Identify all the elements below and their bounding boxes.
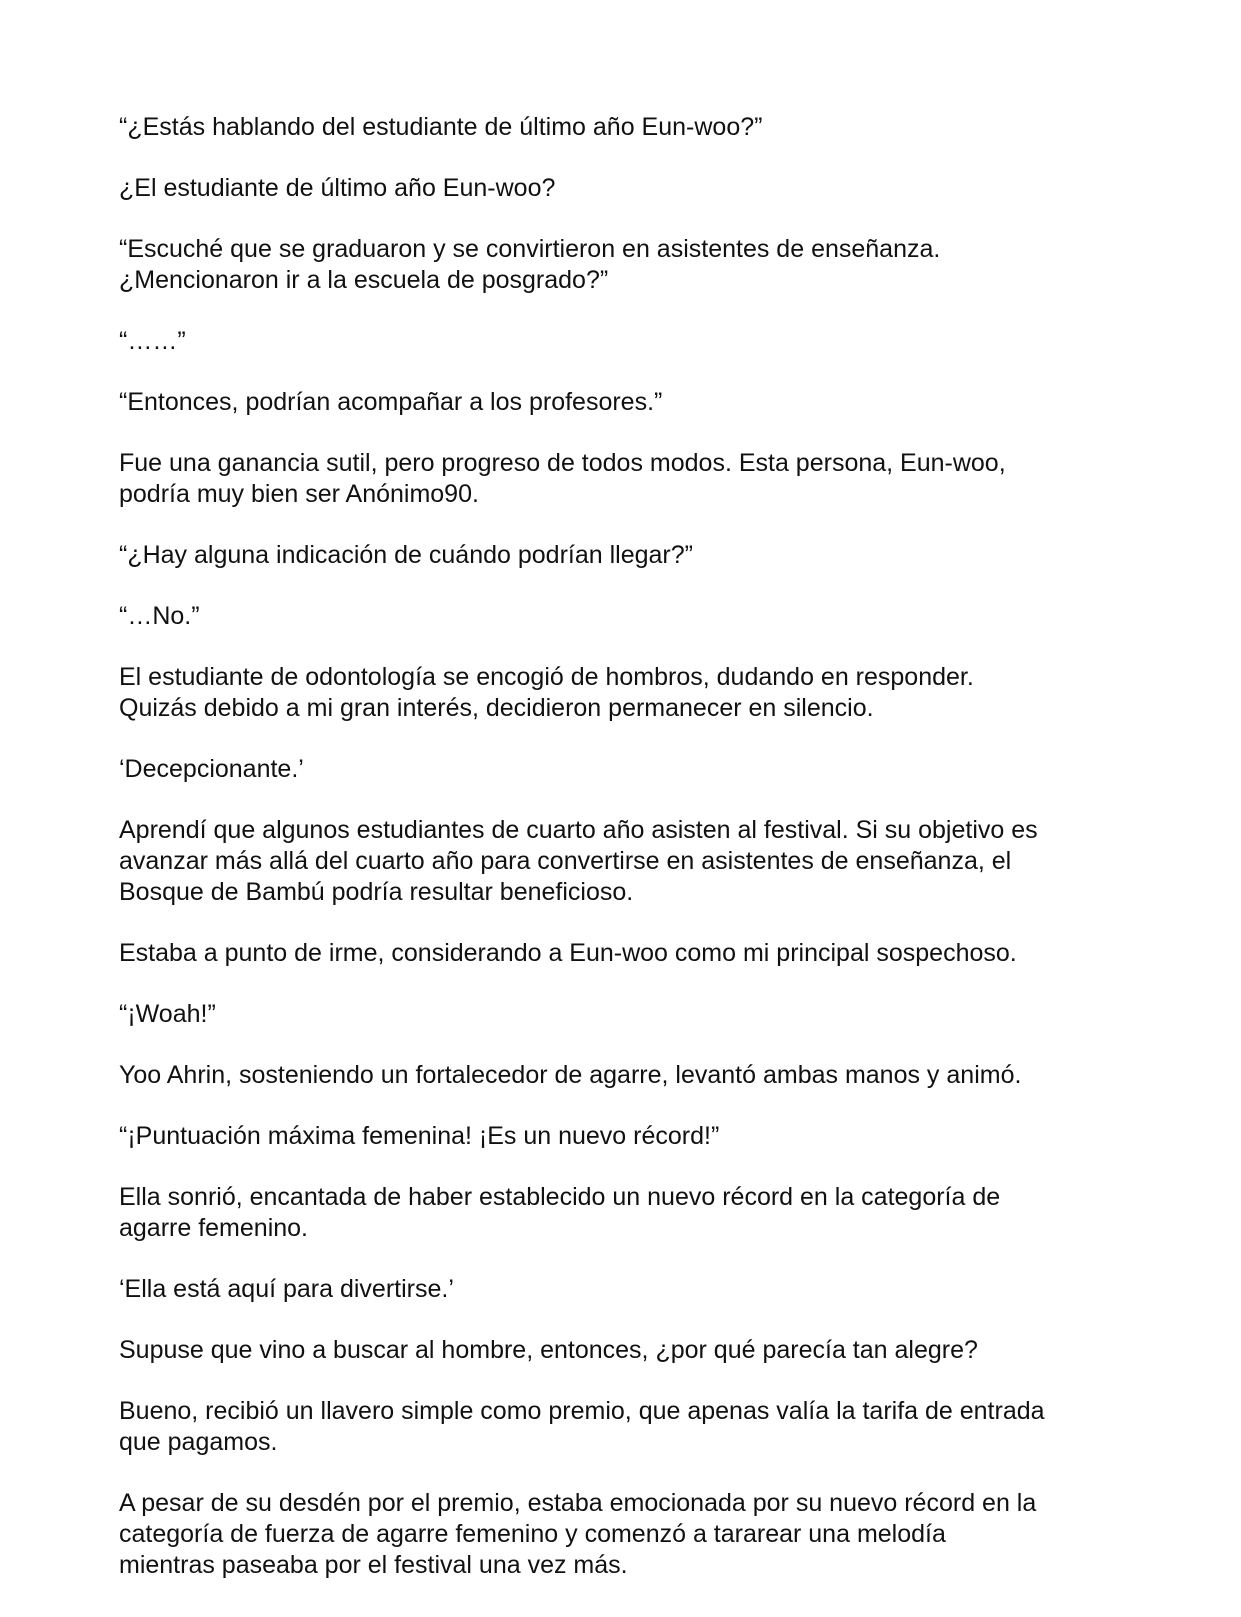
paragraph: ‘Ella está aquí para divertirse.’ bbox=[119, 1275, 454, 1303]
paragraph: Bueno, recibió un llavero simple como premio, que apenas valía la tarifa de entrada que pagamos. bbox=[119, 1397, 1045, 1456]
paragraph: ¿El estudiante de último año Eun-woo? bbox=[119, 174, 556, 202]
paragraph: A pesar de su desdén por el premio, estaba emocionada por su nuevo récord en la categoría de fuerza de agarre femenino y comenzó a tararear una melodía mientras paseaba por el festival una vez más. bbox=[119, 1489, 1037, 1579]
document-body bbox=[119, 112, 1129, 1611]
paragraph: El estudiante de odontología se encogió de hombros, dudando en responder. Quizás debido a mi gran interés, decidieron permanecer en silencio. bbox=[119, 663, 974, 722]
paragraph: “…No.” bbox=[119, 602, 200, 630]
paragraph: “¡Puntuación máxima femenina! ¡Es un nuevo récord!” bbox=[119, 1122, 720, 1150]
paragraph: Yoo Ahrin, sosteniendo un fortalecedor de agarre, levantó ambas manos y animó. bbox=[119, 1061, 1022, 1089]
paragraph: ‘Decepcionante.’ bbox=[119, 755, 304, 783]
paragraph: Aprendí que algunos estudiantes de cuarto año asisten al festival. Si su objetivo es avanzar más allá del cuarto año para convertirse en asistentes de enseñanza, el Bosque de Bambú podría resultar beneficioso. bbox=[119, 816, 1038, 906]
paragraph: Supuse que vino a buscar al hombre, entonces, ¿por qué parecía tan alegre? bbox=[119, 1336, 978, 1364]
paragraph: Estaba a punto de irme, considerando a Eun-woo como mi principal sospechoso. bbox=[119, 939, 1017, 967]
paragraph: “Escuché que se graduaron y se convirtieron en asistentes de enseñanza. ¿Mencionaron ir a la escuela de posgrado?” bbox=[119, 235, 941, 294]
paragraph: Ella sonrió, encantada de haber establecido un nuevo récord en la categoría de agarre femenino. bbox=[119, 1183, 1001, 1242]
paragraph: “Entonces, podrían acompañar a los profesores.” bbox=[119, 388, 663, 416]
paragraph: Fue una ganancia sutil, pero progreso de todos modos. Esta persona, Eun-woo, podría muy bien ser Anónimo90. bbox=[119, 449, 1006, 508]
paragraph: “¿Hay alguna indicación de cuándo podrían llegar?” bbox=[119, 541, 693, 569]
paragraph: “……” bbox=[119, 327, 186, 355]
paragraph: “¿Estás hablando del estudiante de último año Eun-woo?” bbox=[119, 113, 763, 141]
paragraph: “¡Woah!” bbox=[119, 1000, 216, 1028]
